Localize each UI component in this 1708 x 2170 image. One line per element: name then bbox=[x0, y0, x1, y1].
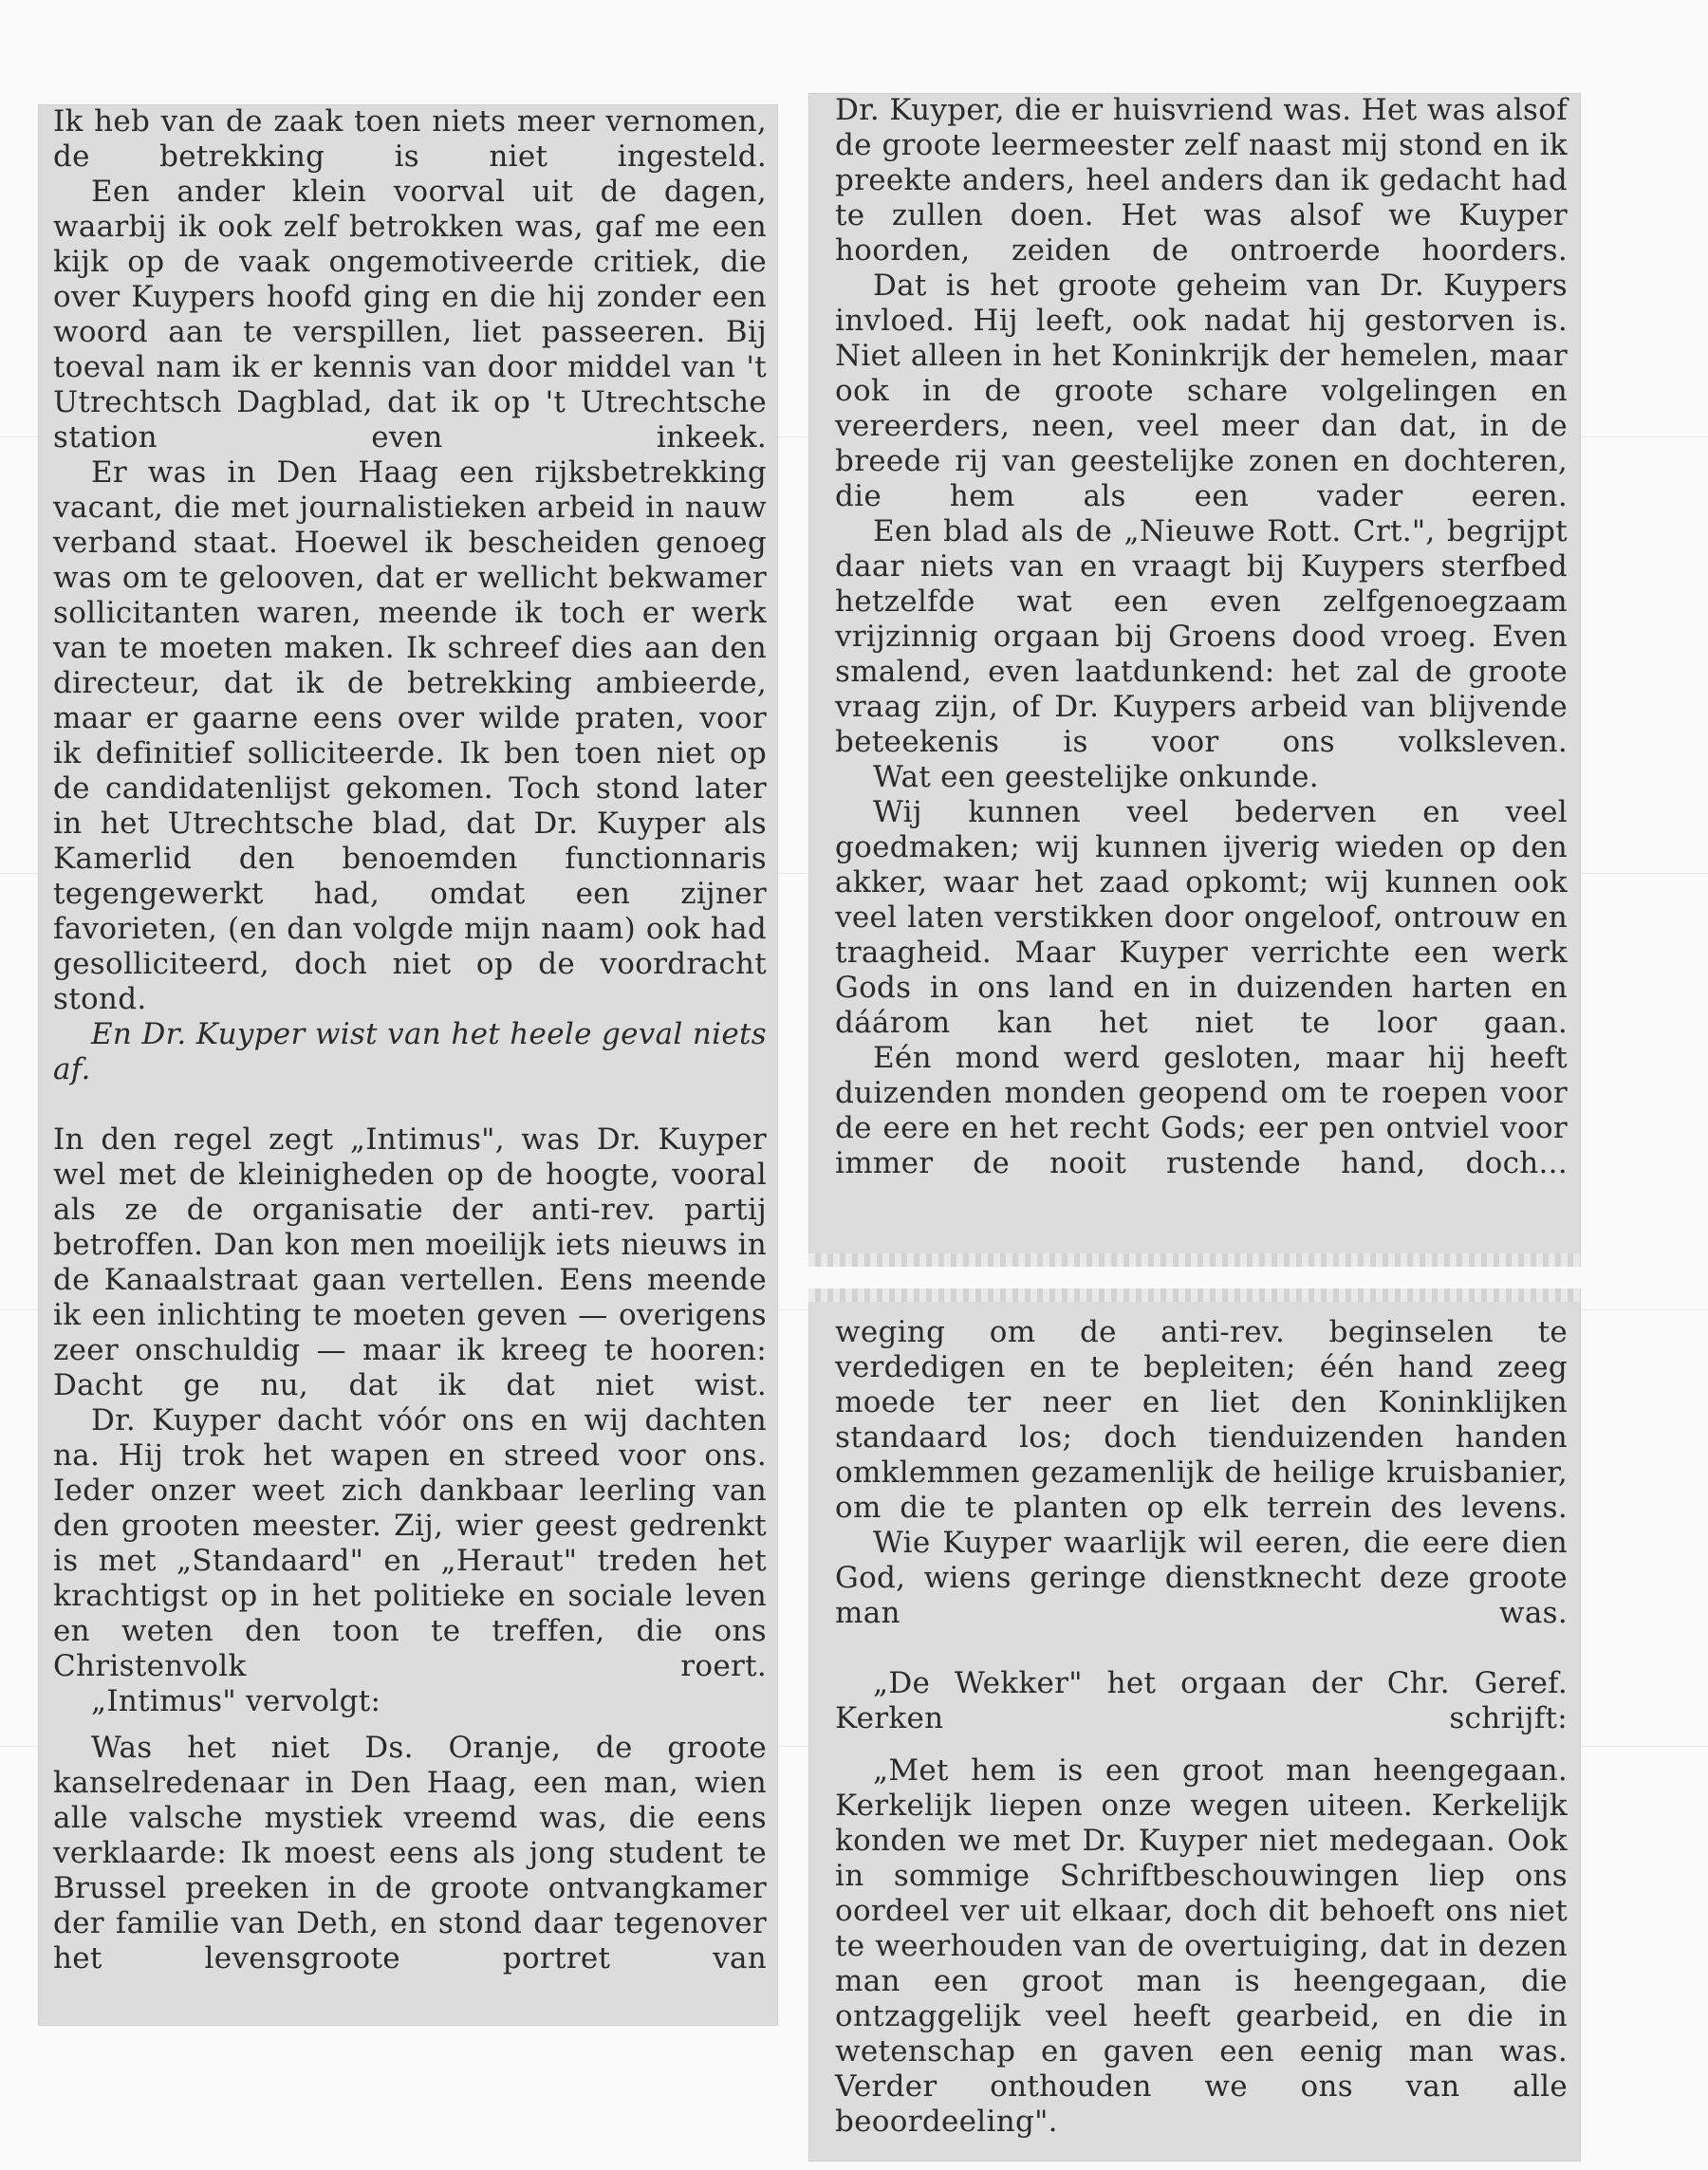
paragraph-italic bbox=[53, 1017, 767, 1087]
newspaper-clipping-right-top bbox=[808, 93, 1581, 1267]
paragraph: Er was in Den Haag een rijksbetrekking vacant, die met journalistieken arbeid in nauw verband staat. Hoewel ik bescheiden genoeg was om te gelooven, dat er wellicht bekwamer sollicitanten waren, meende ik toch er werk van te moeten maken. Ik schreef dies aan den directeur, dat ik de betrekking ambieerde, maar er gaarne eens over wilde praten, voor ik definitief solliciteerde. Ik ben toen niet op de candidatenlijst gekomen. Toch stond later in het Utrechtsche blad, dat Dr. Kuyper als Kamerlid den benoemden functionnaris tegengewerkt had, omdat een zijner favorieten, (en dan volgde mijn naam) ook had gesolliciteerd, doch niet op de voordracht stond. bbox=[53, 455, 767, 1016]
paragraph: „De Wekker" het orgaan der Chr. Geref. Kerken schrijft: bbox=[835, 1666, 1568, 1735]
paragraph: Wij kunnen veel bederven en veel goedmaken; wij kunnen ijverig wieden op den akker, waar het zaad opkomt; wij kunnen ook veel laten verstikken door ongeloof, ontrouw en traagheid. Maar Kuyper verrichte een werk Gods in ons land en in duizenden harten en dáárom kan het niet te loor gaan. bbox=[835, 795, 1568, 1040]
clipping-left-text bbox=[53, 104, 767, 1976]
italic-text: En Dr. Kuyper wist van het heele geval niets af. bbox=[53, 1017, 767, 1086]
paragraph: Een ander klein voorval uit de dagen, waarbij ik ook zelf betrokken was, gaf me een kijk op de vaak ongemotiveerde critiek, die over Kuypers hoofd ging en die hij zonder een woord aan te verspillen, liet passeeren. Bij toeval nam ik er kennis van door middel van 't Utrechtsch Dagblad, dat ik op 't Utrechtsche station even inkeek. bbox=[53, 175, 767, 454]
paragraph: Ik heb van de zaak toen niets meer vernomen, de betrekking is niet ingesteld. bbox=[53, 104, 767, 174]
paragraph: „Met hem is een groot man heengegaan. Kerkelijk liepen onze wegen uiteen. Kerkelijk konden we met Dr. Kuyper niet medegaan. Ook in sommige Schriftbeschouwingen liep ons oordeel ver uit elkaar, doch dit behoeft ons niet te weerhouden van de overtuiging, dat in dezen man een groot man is heengegaan, die ontzaggelijk veel heeft gearbeid, en die in wetenschap en gaven een eenig man was. Verder onthouden we ons van alle beoordeeling". bbox=[835, 1753, 1568, 2139]
paragraph: Dr. Kuyper dacht vóór ons en wij dachten na. Hij trok het wapen en streed voor ons. Ieder onzer weet zich dankbaar leerling van den grooten meester. Zij, wier geest gedrenkt is met „Standaard" en „Heraut" treden het krachtigst op in het politieke en sociale leven en weten den toon te treffen, die ons Christenvolk roert. bbox=[53, 1403, 767, 1683]
paragraph: Dr. Kuyper, die er huisvriend was. Het was alsof de groote leermeester zelf naast mij stond en ik preekte anders, heel anders dan ik gedacht had te zullen doen. Het was alsof we Kuyper hoorden, zeiden de ontroerde hoorders. bbox=[835, 93, 1568, 268]
clipping-right-bottom-text bbox=[835, 1315, 1568, 2140]
newspaper-clipping-left bbox=[38, 104, 778, 2026]
paragraph: In den regel zegt „Intimus", was Dr. Kuyper wel met de kleinigheden op de hoogte, vooral als ze de organisatie der anti-rev. partij betroffen. Dan kon men moeilijk iets nieuws in de Kanaalstraat gaan vertellen. Eens meende ik een inlichting te moeten geven — overigens zeer onschuldig — maar ik kreeg te hooren: Dacht ge nu, dat ik dat niet wist. bbox=[53, 1122, 767, 1402]
paragraph: Een blad als de „Nieuwe Rott. Crt.", begrijpt daar niets van en vraagt bij Kuypers sterfbed hetzelfde wat een even zelfgenoegzaam vrijzinnig orgaan bij Groens dood vroeg. Even smalend, even laatdunkend: het zal de groote vraag zijn, of Dr. Kuypers arbeid van blijvende beteekenis is voor ons volksleven. bbox=[835, 514, 1568, 759]
torn-edge bbox=[808, 1289, 1581, 1302]
torn-edge bbox=[808, 1253, 1581, 1267]
paragraph: Dat is het groote geheim van Dr. Kuypers invloed. Hij leeft, ook nadat hij gestorven is. Niet alleen in het Koninkrijk der hemelen, maar ook in de groote schare volgelingen en vereerders, neen, veel meer dan dat, in de breede rij van geestelijke zonen en dochteren, die hem als een vader eeren. bbox=[835, 269, 1568, 513]
newspaper-clipping-right-bottom bbox=[808, 1289, 1581, 2161]
paragraph: Eén mond werd gesloten, maar hij heeft duizenden monden geopend om te roepen voor de eere en het recht Gods; eer pen ontviel voor immer de nooit rustende hand, doch... bbox=[835, 1041, 1568, 1180]
paragraph: weging om de anti-rev. beginselen te verdedigen en te bepleiten; één hand zeeg moede ter neer en liet den Koninklijken standaard los; doch tienduizenden handen omklemmen gezamenlijk de heilige kruisbanier, om die te planten op elk terrein des levens. bbox=[835, 1315, 1568, 1525]
clipping-right-top-text bbox=[835, 93, 1568, 1181]
paragraph: „Intimus" vervolgt: bbox=[91, 1684, 381, 1718]
paragraph: Wie Kuyper waarlijk wil eeren, die eere dien God, wiens geringe dienstknecht deze groote man was. bbox=[835, 1526, 1568, 1630]
paragraph: Was het niet Ds. Oranje, de groote kanselredenaar in Den Haag, een man, wien alle valsche mystiek vreemd was, die eens verklaarde: Ik moest eens als jong student te Brussel preeken in de groote ontvangkamer der familie van Deth, en stond daar tegenover het levensgroote portret van bbox=[53, 1731, 767, 1975]
paragraph: Wat een geestelijke onkunde. bbox=[873, 760, 1319, 794]
